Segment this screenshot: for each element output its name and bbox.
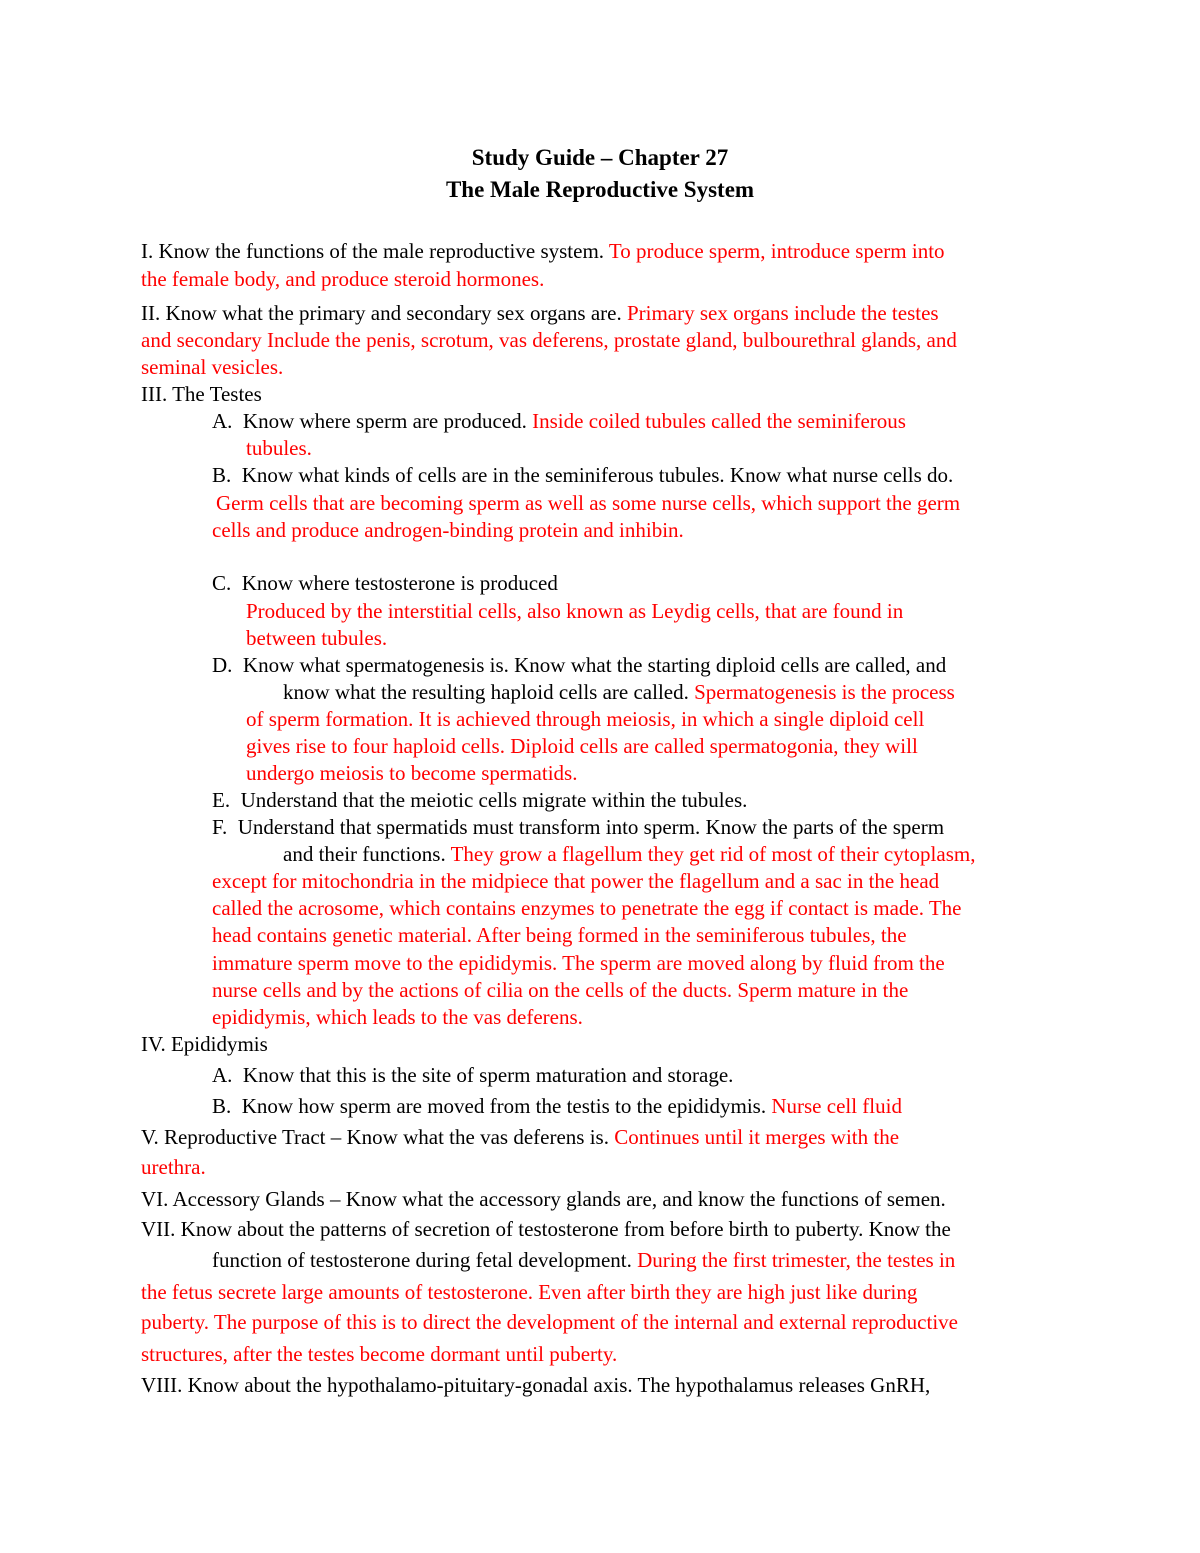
text-line [141, 1124, 899, 1151]
answer-text: Germ cells that are becoming sperm as well as some nurse cells, which support the germ [216, 491, 961, 515]
answer-text: except for mitochondria in the midpiece that power the flagellum and a sac in the head [212, 869, 940, 893]
answer-text: the female body, and produce steroid hormones. [141, 267, 545, 291]
question-text: B. Know what kinds of cells are in the seminiferous tubules. Know what nurse cells do. [212, 463, 954, 487]
answer-text: between tubules. [246, 626, 388, 650]
question-text: IV. Epididymis [141, 1032, 268, 1056]
text-line [141, 1309, 958, 1336]
text-line [283, 679, 955, 706]
text-line [141, 1031, 268, 1058]
text-line [141, 238, 945, 265]
text-line [246, 733, 918, 760]
text-line [212, 517, 684, 544]
question-text: VI. Accessory Glands – Know what the accessory glands are, and know the functions of semen. [141, 1187, 946, 1211]
text-line [141, 1154, 206, 1181]
text-line [141, 300, 939, 327]
text-line [212, 1062, 733, 1089]
document-subtitle: The Male Reproductive System [445, 177, 755, 202]
question-text: VII. Know about the patterns of secretion of testosterone from before birth to puberty. Know the [141, 1217, 951, 1241]
text-line [246, 760, 577, 787]
text-line [212, 1247, 955, 1274]
text-line [246, 625, 387, 652]
text-line [246, 435, 312, 462]
text-line [212, 787, 747, 814]
answer-text: Nurse cell fluid [771, 1094, 902, 1118]
question-text: A. Know where sperm are produced. [212, 409, 533, 433]
text-line [212, 462, 953, 489]
text-line [283, 841, 975, 868]
answer-text: immature sperm move to the epididymis. The sperm are moved along by fluid from the [212, 951, 945, 975]
answer-text: Primary sex organs include the testes [626, 301, 939, 325]
answer-text: To produce sperm, introduce sperm into [608, 239, 945, 263]
text-line [141, 1372, 930, 1399]
answer-text: the fetus secrete large amounts of testosterone. Even after birth they are high just like during [141, 1280, 918, 1304]
answer-text: epididymis, which leads to the vas deferens. [212, 1005, 583, 1029]
text-line [212, 977, 908, 1004]
answer-text: undergo meiosis to become spermatids. [246, 761, 578, 785]
text-line [212, 570, 558, 597]
question-text: function of testosterone during fetal development. [212, 1248, 638, 1272]
question-text: C. Know where testosterone is produced [212, 571, 558, 595]
text-line [141, 327, 957, 354]
question-text: and their functions. [283, 842, 451, 866]
answer-text: called the acrosome, which contains enzymes to penetrate the egg if contact is made. The [212, 896, 962, 920]
text-line [141, 266, 544, 293]
text-line [212, 950, 945, 977]
text-line [141, 1186, 946, 1213]
text-line [141, 1279, 917, 1306]
answer-text: cells and produce androgen-binding protein and inhibin. [212, 518, 684, 542]
question-text: know what the resulting haploid cells are called. [283, 680, 695, 704]
text-line [246, 598, 903, 625]
question-text: V. Reproductive Tract – Know what the vas deferens is. [141, 1125, 615, 1149]
text-line [141, 354, 283, 381]
text-line [212, 1093, 902, 1120]
question-text: II. Know what the primary and secondary sex organs are. [141, 301, 627, 325]
text-line [141, 1341, 617, 1368]
answer-text: gives rise to four haploid cells. Diploid cells are called spermatogonia, they will [246, 734, 918, 758]
answer-text: They grow a flagellum they get rid of most of their cytoplasm, [450, 842, 976, 866]
answer-text: urethra. [141, 1155, 206, 1179]
question-text: D. Know what spermatogenesis is. Know what the starting diploid cells are called, and [212, 653, 947, 677]
text-line [212, 408, 906, 435]
answer-text: nurse cells and by the actions of cilia on the cells of the ducts. Sperm mature in the [212, 978, 909, 1002]
question-text: F. Understand that spermatids must transform into sperm. Know the parts of the sperm [212, 815, 945, 839]
text-line [212, 922, 907, 949]
text-line [141, 381, 262, 408]
question-text: B. Know how sperm are moved from the testis to the epididymis. [212, 1094, 772, 1118]
question-text: III. The Testes [141, 382, 262, 406]
answer-text: Inside coiled tubules called the seminiferous [532, 409, 906, 433]
answer-text: Produced by the interstitial cells, also known as Leydig cells, that are found in [246, 599, 904, 623]
text-line [246, 706, 924, 733]
text-line [212, 814, 944, 841]
document-title: Study Guide – Chapter 27 [471, 145, 729, 170]
answer-text: puberty. The purpose of this is to direct the development of the internal and external reproductive [141, 1310, 958, 1334]
answer-text: Spermatogenesis is the process [694, 680, 955, 704]
text-line [212, 652, 946, 679]
question-text: E. Understand that the meiotic cells migrate within the tubules. [212, 788, 748, 812]
answer-text: tubules. [246, 436, 312, 460]
text-line [212, 895, 962, 922]
question-text: A. Know that this is the site of sperm maturation and storage. [212, 1063, 734, 1087]
text-line [212, 1004, 583, 1031]
question-text: VIII. Know about the hypothalamo-pituitary-gonadal axis. The hypothalamus releases GnRH, [141, 1373, 931, 1397]
answer-text: Continues until it merges with the [614, 1125, 900, 1149]
answer-text: and secondary Include the penis, scrotum, vas deferens, prostate gland, bulbourethral glands, and [141, 328, 957, 352]
text-line [212, 868, 939, 895]
answer-text: head contains genetic material. After being formed in the seminiferous tubules, the [212, 923, 907, 947]
answer-text: of sperm formation. It is achieved through meiosis, in which a single diploid cell [246, 707, 925, 731]
question-text: I. Know the functions of the male reproductive system. [141, 239, 609, 263]
answer-text: structures, after the testes become dormant until puberty. [141, 1342, 618, 1366]
answer-text: seminal vesicles. [141, 355, 284, 379]
text-line [141, 1216, 951, 1243]
text-line [216, 490, 960, 517]
answer-text: During the first trimester, the testes in [637, 1248, 956, 1272]
